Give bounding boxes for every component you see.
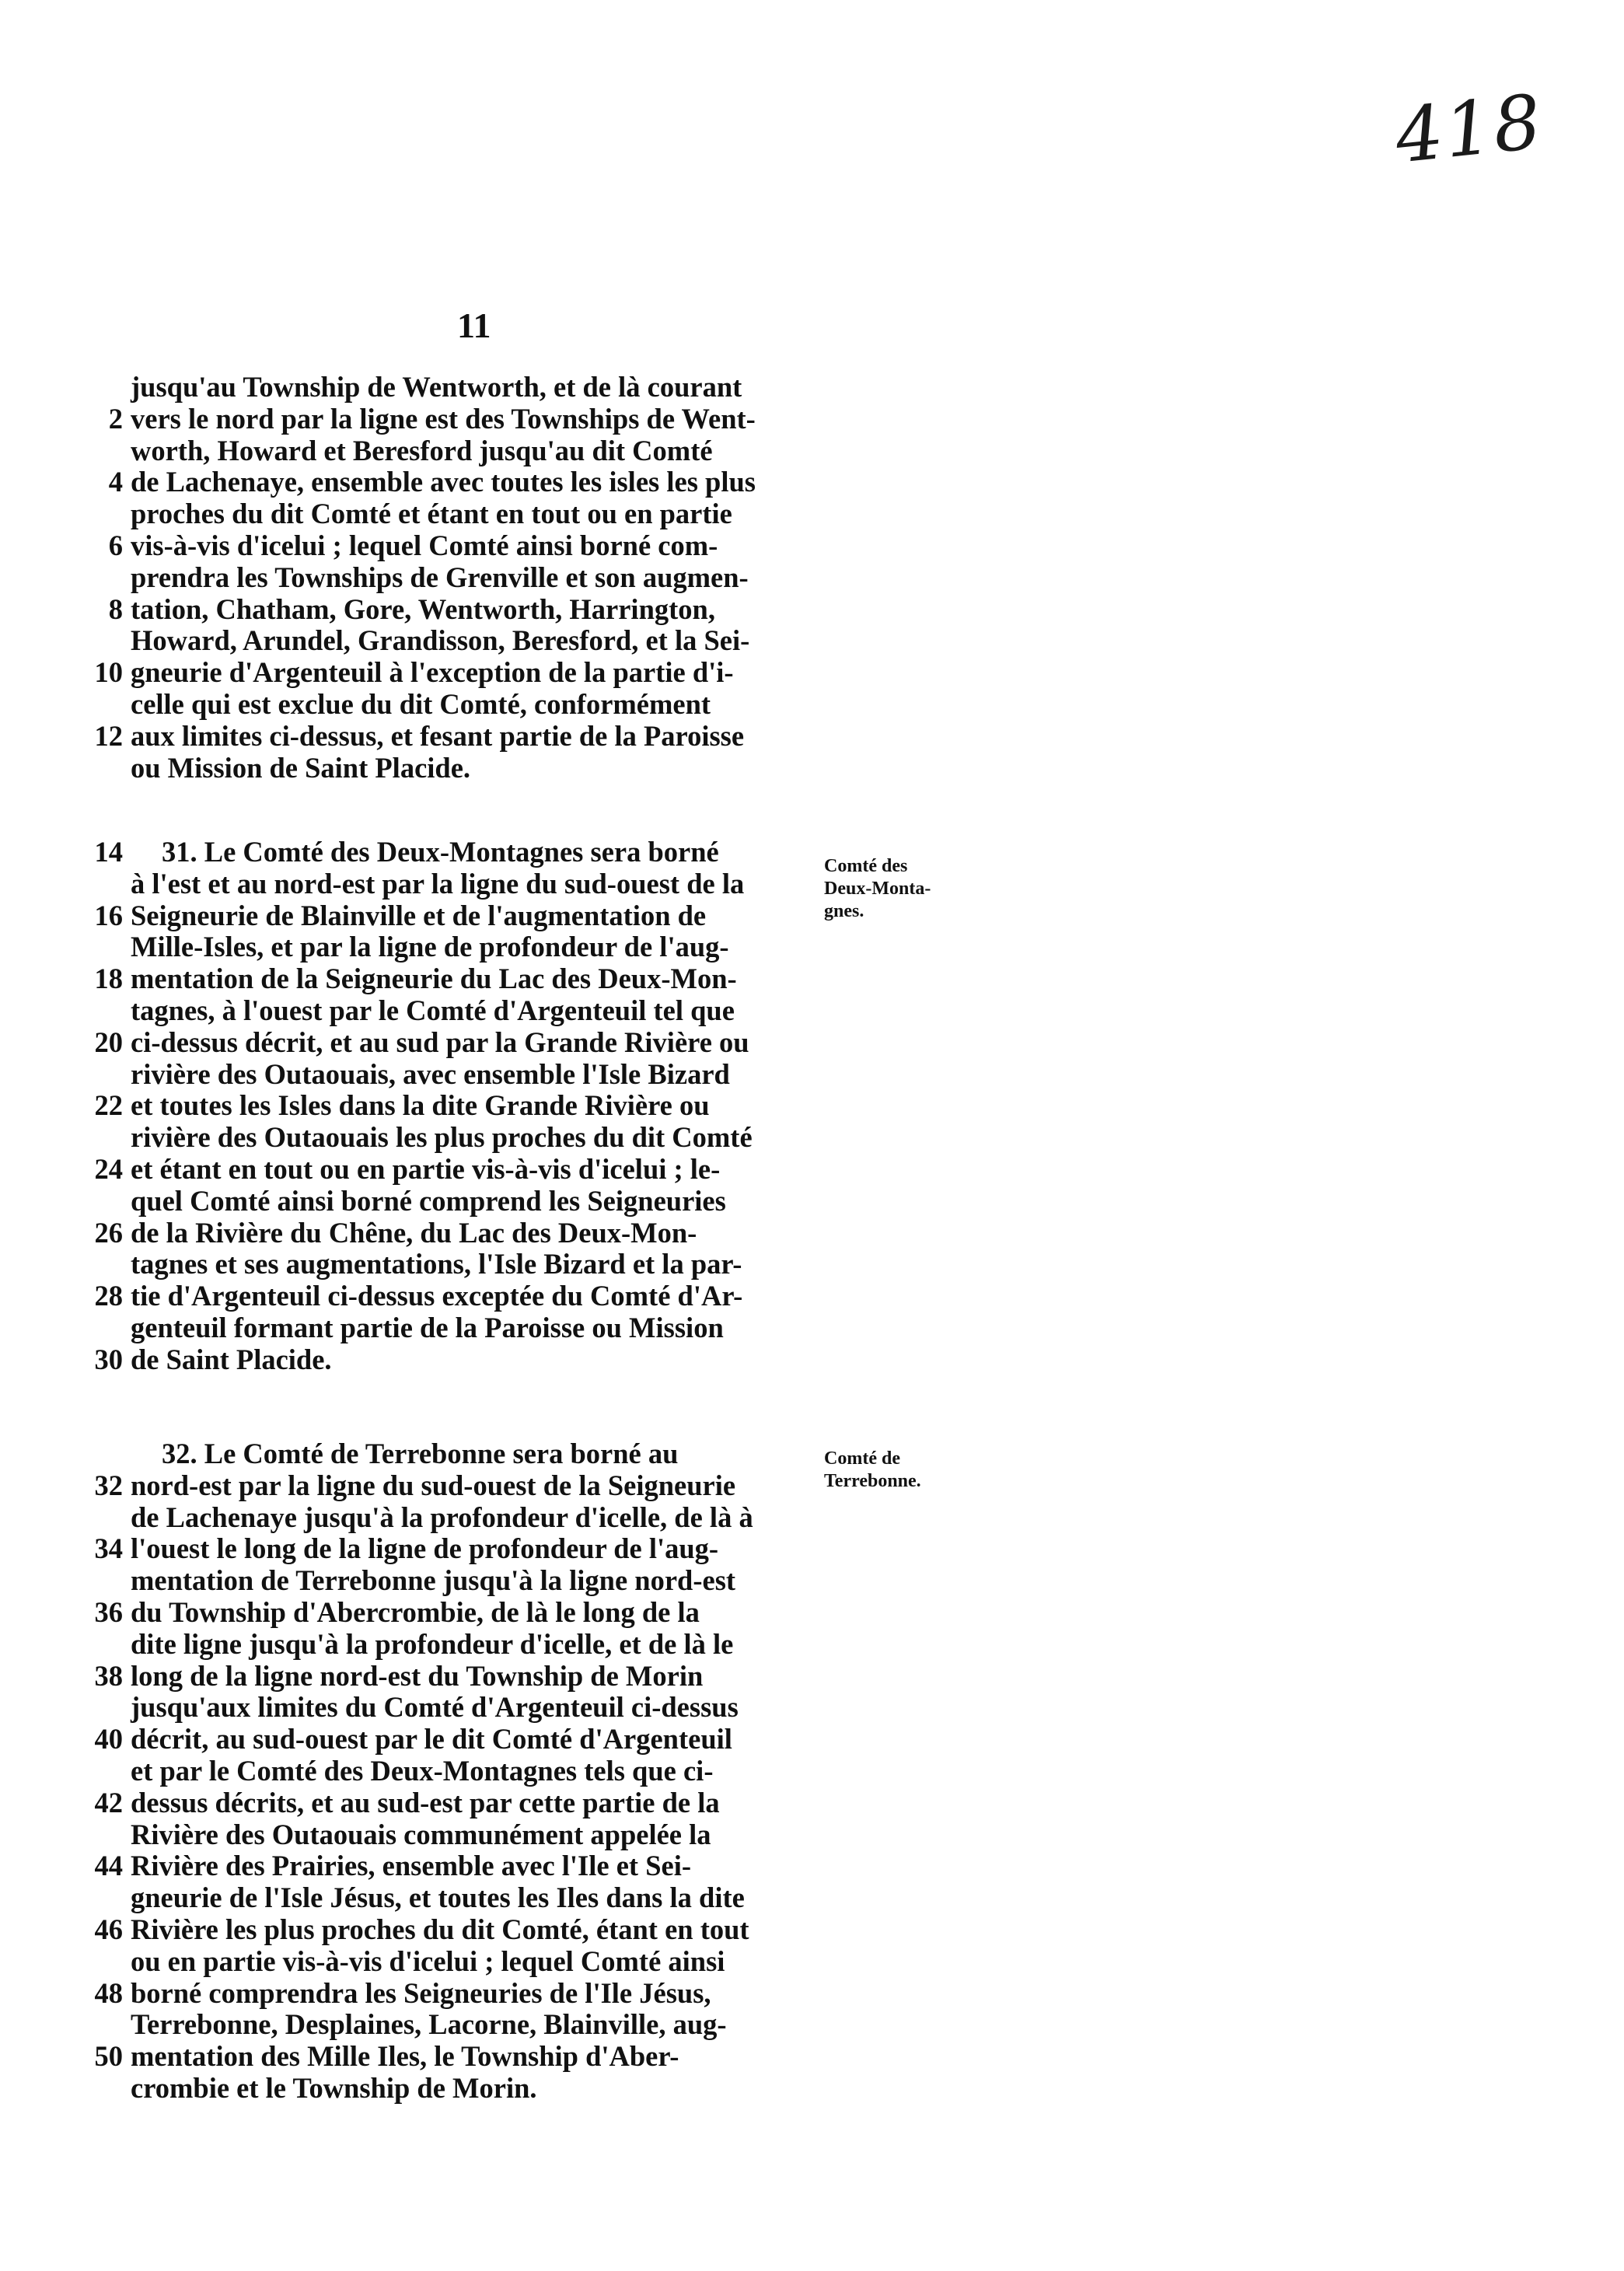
line-text: borné comprendra les Seigneuries de l'Ile Jésus,: [131, 1976, 711, 2009]
line-number: 40: [94, 1723, 123, 1756]
text-line: [54, 1027, 832, 1059]
section-argenteuil-continued: [54, 372, 832, 784]
line-number: 30: [94, 1343, 123, 1375]
text-line: [54, 868, 832, 900]
margin-note-line: Comté de: [824, 1448, 900, 1469]
text-line: [54, 404, 832, 435]
text-line: [54, 753, 832, 784]
text-line: [54, 2041, 832, 2073]
line-number: 4: [108, 466, 123, 498]
text-line: [54, 1978, 832, 2010]
line-text: dessus décrits, et au sud-est par cette partie de la: [131, 1786, 720, 1819]
text-line: [54, 1565, 832, 1597]
text-line: [54, 466, 832, 498]
line-text: tation, Chatham, Gore, Wentworth, Harrington,: [131, 592, 715, 625]
line-text: quel Comté ainsi borné comprend les Seigneuries: [131, 1184, 726, 1217]
line-text: rivière des Outaouais, avec ensemble l'Isle Bizard: [131, 1057, 730, 1090]
line-number: 18: [94, 963, 123, 995]
line-text: décrit, au sud-ouest par le dit Comté d'Argenteuil: [131, 1723, 732, 1756]
line-text: jusqu'aux limites du Comté d'Argenteuil ci-dessus: [131, 1691, 739, 1724]
line-text: du Township d'Abercrombie, de là le long de la: [131, 1595, 700, 1628]
text-line: [54, 721, 832, 753]
line-text: ou en partie vis-à-vis d'icelui ; lequel Comté ainsi: [131, 1944, 725, 1977]
line-text: tagnes, à l'ouest par le Comté d'Argenteuil tel que: [131, 994, 735, 1026]
line-text: vers le nord par la ligne est des Townships de Went-: [131, 402, 756, 435]
line-text: tagnes et ses augmentations, l'Isle Bizard et la par-: [131, 1248, 742, 1280]
text-line: [54, 1312, 832, 1344]
line-number: 44: [94, 1850, 123, 1882]
line-text: ou Mission de Saint Placide.: [131, 751, 471, 784]
text-line: [54, 1470, 832, 1502]
text-line: [54, 530, 832, 562]
text-line: [54, 1533, 832, 1565]
line-number: 50: [94, 2040, 123, 2073]
text-line: [54, 1882, 832, 1914]
line-text: et étant en tout ou en partie vis-à-vis d'icelui ; le-: [131, 1152, 721, 1185]
line-number: 32: [94, 1469, 123, 1501]
line-text: mentation de la Seigneurie du Lac des Deux-Mon-: [131, 963, 737, 995]
line-number: 16: [94, 899, 123, 931]
text-line: [54, 900, 832, 932]
line-number: 48: [94, 1976, 123, 2009]
line-number: 42: [94, 1786, 123, 1819]
text-line: [54, 2073, 832, 2105]
line-number: 26: [94, 1216, 123, 1249]
text-line: [54, 1502, 832, 1534]
text-line: [54, 1122, 832, 1154]
text-line: [54, 963, 832, 995]
text-line: [54, 562, 832, 594]
line-text: celle qui est exclue du dit Comté, conformément: [131, 687, 711, 720]
handwritten-folio-number: 418: [1391, 78, 1547, 180]
line-text: de Lachenaye, ensemble avec toutes les isles les plus: [131, 466, 756, 498]
text-line: [54, 837, 832, 868]
line-number: 6: [108, 529, 123, 561]
text-line: [54, 1819, 832, 1851]
line-number: 34: [94, 1532, 123, 1565]
text-line: [54, 1059, 832, 1091]
line-number: 46: [94, 1913, 123, 1945]
line-text: Rivière des Outaouais communément appelée la: [131, 1818, 711, 1850]
margin-note-line: Comté des: [824, 856, 908, 876]
text-line: [54, 657, 832, 689]
text-line: [54, 1090, 832, 1122]
text-line: [54, 2009, 832, 2041]
margin-note-deux-montagnes: [824, 855, 931, 923]
text-line: [54, 1218, 832, 1249]
section-32-terrebonne: [54, 1438, 832, 2105]
line-text: vis-à-vis d'icelui ; lequel Comté ainsi borné com-: [131, 529, 718, 561]
line-text: à l'est et au nord-est par la ligne du sud-ouest de la: [131, 867, 745, 900]
margin-note-line: Deux-Monta-: [824, 879, 931, 899]
line-text: 31. Le Comté des Deux-Montagnes sera borné: [162, 836, 719, 868]
text-line: [54, 1629, 832, 1661]
text-line: [54, 372, 832, 404]
line-text: ci-dessus décrit, et au sud par la Grande Rivière ou: [131, 1025, 749, 1058]
line-text: nord-est par la ligne du sud-ouest de la Seigneurie: [131, 1469, 736, 1501]
line-number: 14: [94, 836, 123, 868]
line-number: 2: [108, 402, 123, 435]
line-text: de Saint Placide.: [131, 1343, 332, 1375]
text-line: [54, 1692, 832, 1724]
text-line: [54, 1280, 832, 1312]
line-text: de la Rivière du Chêne, du Lac des Deux-Mon-: [131, 1216, 697, 1249]
page-number: 11: [457, 306, 491, 345]
text-line: [54, 594, 832, 626]
margin-note-terrebonne: [824, 1448, 921, 1493]
line-number: 10: [94, 656, 123, 689]
line-text: long de la ligne nord-est du Township de Morin: [131, 1659, 704, 1692]
line-text: gneurie de l'Isle Jésus, et toutes les Iles dans la dite: [131, 1881, 745, 1914]
text-line: [54, 435, 832, 467]
text-line: [54, 1344, 832, 1376]
line-text: gneurie d'Argenteuil à l'exception de la partie d'i-: [131, 656, 734, 689]
line-text: aux limites ci-dessus, et fesant partie de la Paroisse: [131, 719, 745, 752]
line-text: proches du dit Comté et étant en tout ou en partie: [131, 498, 732, 530]
line-text: genteuil formant partie de la Paroisse ou Mission: [131, 1311, 724, 1343]
line-text: crombie et le Township de Morin.: [131, 2071, 537, 2104]
line-number: 38: [94, 1659, 123, 1692]
line-text: mentation des Mille Iles, le Township d'Aber-: [131, 2040, 679, 2073]
line-number: 22: [94, 1089, 123, 1122]
text-line: [54, 1597, 832, 1629]
text-line: [54, 995, 832, 1027]
text-line: [54, 1186, 832, 1218]
line-text: et par le Comté des Deux-Montagnes tels que ci-: [131, 1754, 714, 1787]
line-text: Mille-Isles, et par la ligne de profondeur de l'aug-: [131, 931, 729, 963]
text-line: [54, 1946, 832, 1978]
text-line: [54, 1756, 832, 1787]
line-text: de Lachenaye jusqu'à la profondeur d'icelle, de là à: [131, 1501, 753, 1533]
text-line: [54, 1724, 832, 1756]
line-text: Howard, Arundel, Grandisson, Beresford, et la Sei-: [131, 624, 750, 657]
line-text: l'ouest le long de la ligne de profondeur de l'aug-: [131, 1532, 719, 1565]
line-text: Seigneurie de Blainville et de l'augmentation de: [131, 899, 707, 931]
text-line: [54, 1787, 832, 1819]
text-line: [54, 1850, 832, 1882]
line-number: 8: [108, 592, 123, 625]
line-text: Rivière les plus proches du dit Comté, étant en tout: [131, 1913, 749, 1945]
text-line: [54, 931, 832, 963]
line-text: tie d'Argenteuil ci-dessus exceptée du Comté d'Ar-: [131, 1280, 743, 1312]
line-number: 28: [94, 1280, 123, 1312]
text-line: [54, 625, 832, 657]
text-line: [54, 1154, 832, 1186]
line-number: 12: [94, 719, 123, 752]
line-text: 32. Le Comté de Terrebonne sera borné au: [162, 1438, 679, 1469]
margin-note-line: gnes.: [824, 901, 864, 921]
text-line: [54, 1249, 832, 1280]
line-text: Terrebonne, Desplaines, Lacorne, Blainville, aug-: [131, 2008, 727, 2041]
line-number: 20: [94, 1025, 123, 1058]
line-text: et toutes les Isles dans la dite Grande Rivière ou: [131, 1089, 710, 1122]
line-text: dite ligne jusqu'à la profondeur d'icelle, et de là le: [131, 1627, 734, 1660]
line-text: rivière des Outaouais les plus proches du dit Comté: [131, 1121, 753, 1154]
text-line: [54, 1661, 832, 1693]
text-line: [54, 1438, 832, 1470]
line-text: mentation de Terrebonne jusqu'à la ligne nord-est: [131, 1564, 736, 1597]
margin-note-line: Terrebonne.: [824, 1471, 921, 1491]
text-line: [54, 1914, 832, 1946]
line-text: worth, Howard et Beresford jusqu'au dit Comté: [131, 434, 713, 466]
line-text: prendra les Townships de Grenville et son augmen-: [131, 561, 749, 593]
line-number: 24: [94, 1152, 123, 1185]
line-text: jusqu'au Township de Wentworth, et de là courant: [131, 371, 742, 403]
line-text: Rivière des Prairies, ensemble avec l'Ile et Sei-: [131, 1850, 691, 1882]
text-line: [54, 689, 832, 721]
section-31-deux-montagnes: [54, 837, 832, 1376]
text-line: [54, 498, 832, 530]
line-number: 36: [94, 1595, 123, 1628]
